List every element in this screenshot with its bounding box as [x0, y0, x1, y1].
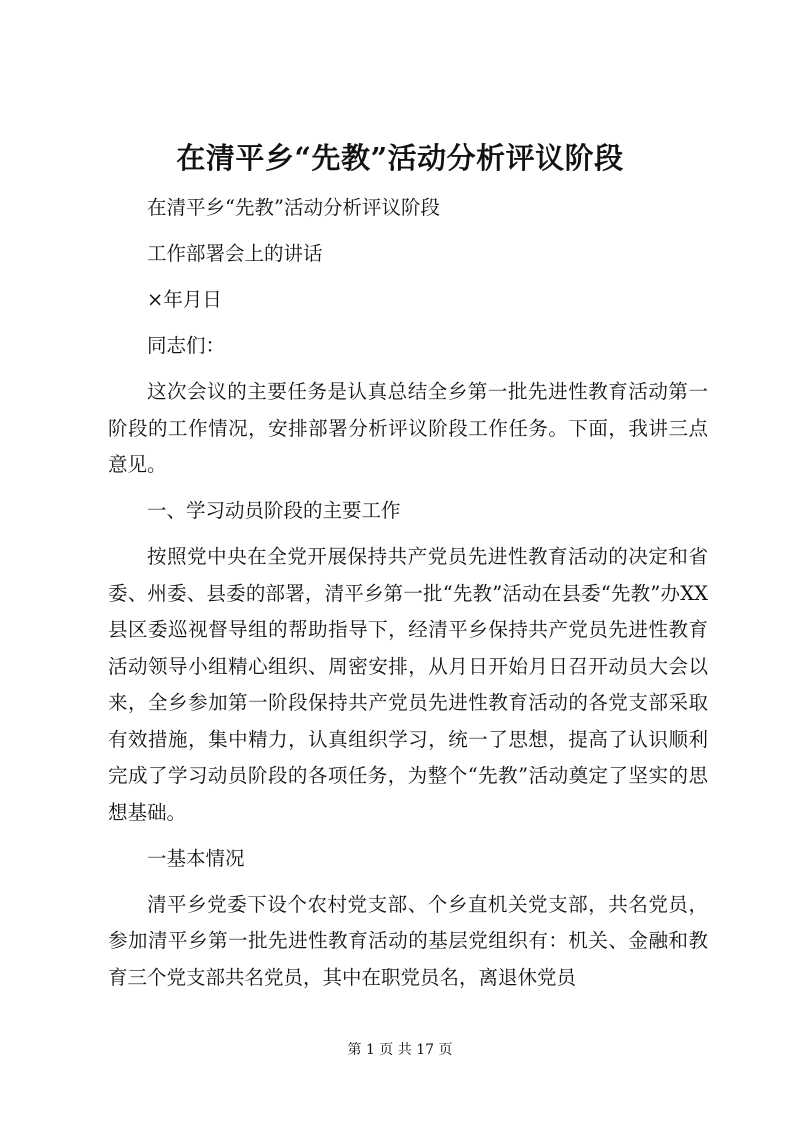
subsection-heading-basic-situation: 一基本情况 — [147, 846, 245, 870]
paragraph-intro: 这次会议的主要任务是认真总结全乡第一批先进性教育活动第一阶段的工作情况，安排部署分析评议阶段工作任务。下面，我讲三点意见。 — [108, 380, 708, 476]
document-body — [108, 190, 708, 1006]
paragraph-basic-situation: 清平乡党委下设个农村党支部、个乡直机关党支部，共名党员，参加清平乡第一批先进性教育活动的基层党组织有：机关、金融和教育三个党支部共名党员，其中在职党员名，离退休党员 — [108, 892, 708, 989]
page-number-footer: 第 1 页 共 17 页 — [347, 1042, 453, 1058]
section-heading-1: 一、学习动员阶段的主要工作 — [147, 499, 401, 522]
document-title: 在清平乡“先教”活动分析评议阶段 — [176, 141, 624, 175]
paragraph-section-1: 按照党中央在全党开展保持共产党员先进性教育活动的决定和省委、州委、县委的部署，清平乡第一批“先教”活动在县委“先教”办XX县区委巡视督导组的帮助指导下，经清平乡保持共产党员先进性教育活动领导小组精心组织、周密安排，从月日开始月日召开动员大会以来，全乡参加第一阶段保持共产党员先进性教育活动的各党支部采取有效措施，集中精力，认真组织学习，统一了思想，提高了认识顺利完成了学习动员阶段的各项任务，为整个“先教”活动奠定了坚实的思想基础。 — [108, 545, 708, 824]
paragraph-date: ×年月日 — [147, 288, 222, 311]
paragraph-salutation: 同志们： — [147, 334, 226, 357]
paragraph-subtitle-line1: 在清平乡“先教”活动分析评议阶段 — [147, 196, 440, 219]
paragraph-subtitle-line2: 工作部署会上的讲话 — [147, 242, 323, 265]
